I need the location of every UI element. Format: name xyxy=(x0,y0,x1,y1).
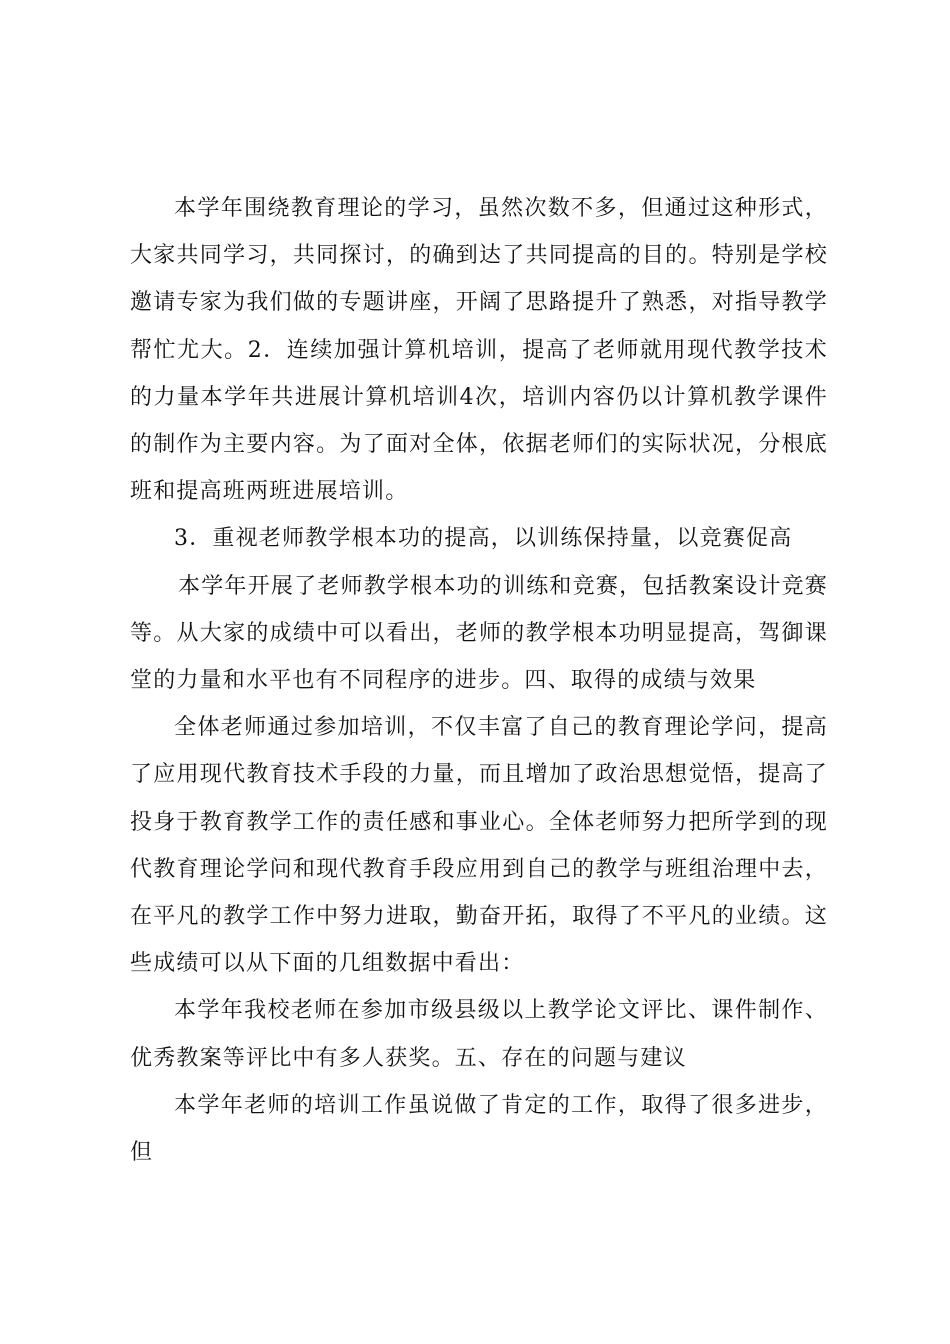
document-body xyxy=(130,185,828,1176)
paragraph-problems: 本学年老师的培训工作虽说做了肯定的工作，取得了很多进步，但 xyxy=(130,1092,828,1166)
paragraph-theory-study: 本学年围绕教育理论的学习，虽然次数不多，但通过这种形式，大家共同学习，共同探讨，的确到达了共同提高的目的。特别是学校邀请专家为我们做的专题讲座，开阔了思路提升了熟悉，对指导教学帮忙尤大。2．连续加强计算机培训，提高了老师就用现代教学技术的力量本学年共进展计算机培训4次，培训内容仍以计算机教学课件的制作为主要内容。为了面对全体，依据老师们的实际状况，分根底班和提高班两班进展培训。 xyxy=(130,196,828,505)
paragraph-achievements: 全体老师通过参加培训，不仅丰富了自己的教育理论学问，提高了应用现代教育技术手段的力量，而且增加了政治思想觉悟，提高了投身于教育教学工作的责任感和事业心。全体老师努力把所学到的现代教育理论学问和现代教育手段应用到自己的教学与班组治理中去，在平凡的教学工作中努力进取，勤奋开拓，取得了不平凡的业绩。这些成绩可以从下面的几组数据中看出： xyxy=(130,715,828,977)
paragraph-basic-skills-training: 本学年开展了老师教学根本功的训练和竞赛，包括教案设计竞赛等。从大家的成绩中可以看出，老师的教学根本功明显提高，驾御课堂的力量和水平也有不同程序的进步。四、取得的成绩与效果 xyxy=(130,573,828,694)
paragraph-basic-skills-heading: 3．重视老师教学根本功的提高，以训练保持量，以竞赛促高 xyxy=(174,526,793,552)
paragraph-awards: 本学年我校老师在参加市级县级以上教学论文评比、课件制作、优秀教案等评比中有多人获奖。五、存在的问题与建议 xyxy=(130,998,828,1071)
